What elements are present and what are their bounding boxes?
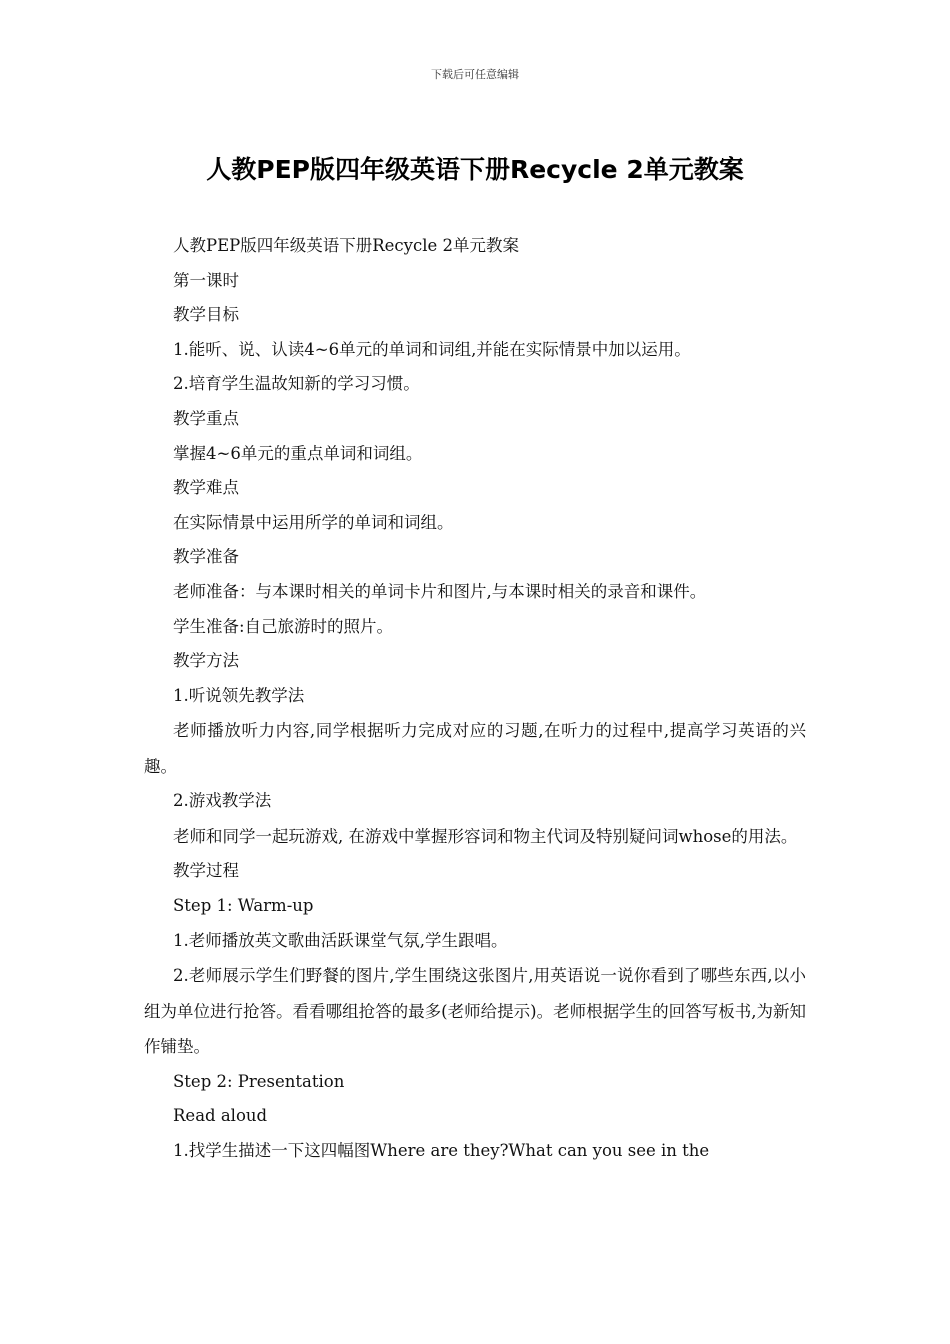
- paragraph: 2.老师展示学生们野餐的图片,学生围绕这张图片,用英语说一说你看到了哪些东西,以小组为单位进行抢答。看看哪组抢答的最多(老师给提示)。老师根据学生的回答写板书,为新知作铺垫。: [144, 966, 806, 1057]
- paragraph: 学生准备:自己旅游时的照片。: [173, 616, 394, 636]
- paragraph: 人教PEP版四年级英语下册Recycle 2单元教案: [173, 236, 520, 255]
- paragraph: 1.能听、说、认读4~6单元的单词和词组,并能在实际情景中加以运用。: [173, 339, 691, 359]
- paragraph: 老师准备：与本课时相关的单词卡片和图片,与本课时相关的录音和课件。: [173, 581, 707, 601]
- paragraph: 教学目标: [173, 305, 239, 325]
- header-note: 下载后可任意编辑: [431, 68, 519, 81]
- paragraph: 教学重点: [173, 408, 239, 428]
- paragraph: 1.听说领先教学法: [173, 685, 305, 705]
- document-title: 人教PEP版四年级英语下册Recycle 2单元教案: [206, 155, 744, 184]
- paragraph: 1.老师播放英文歌曲活跃课堂气氛,学生跟唱。: [173, 930, 508, 950]
- paragraph: 2.培育学生温故知新的学习习惯。: [173, 374, 420, 394]
- paragraph: 教学方法: [173, 651, 239, 671]
- paragraph: 在实际情景中运用所学的单词和词组。: [173, 512, 454, 532]
- paragraph: Read aloud: [173, 1106, 268, 1126]
- paragraph: Step 1: Warm-up: [173, 896, 314, 915]
- paragraph: Step 2: Presentation: [173, 1071, 345, 1091]
- paragraph: 1.找学生描述一下这四幅图Where are they?What can you see in the: [173, 1140, 710, 1160]
- paragraph: 2.游戏教学法: [173, 791, 272, 811]
- paragraph: 老师和同学一起玩游戏, 在游戏中掌握形容词和物主代词及特别疑问词whose的用法。: [173, 826, 798, 846]
- paragraph: 教学过程: [173, 861, 239, 881]
- paragraph: 老师播放听力内容,同学根据听力完成对应的习题,在听力的过程中,提高学习英语的兴趣。: [144, 721, 806, 776]
- paragraph: 教学准备: [173, 547, 239, 567]
- paragraph: 第一课时: [173, 270, 239, 290]
- document-body: [144, 229, 806, 1168]
- paragraph: 掌握4~6单元的重点单词和词组。: [173, 443, 423, 463]
- paragraph: 教学难点: [173, 478, 239, 498]
